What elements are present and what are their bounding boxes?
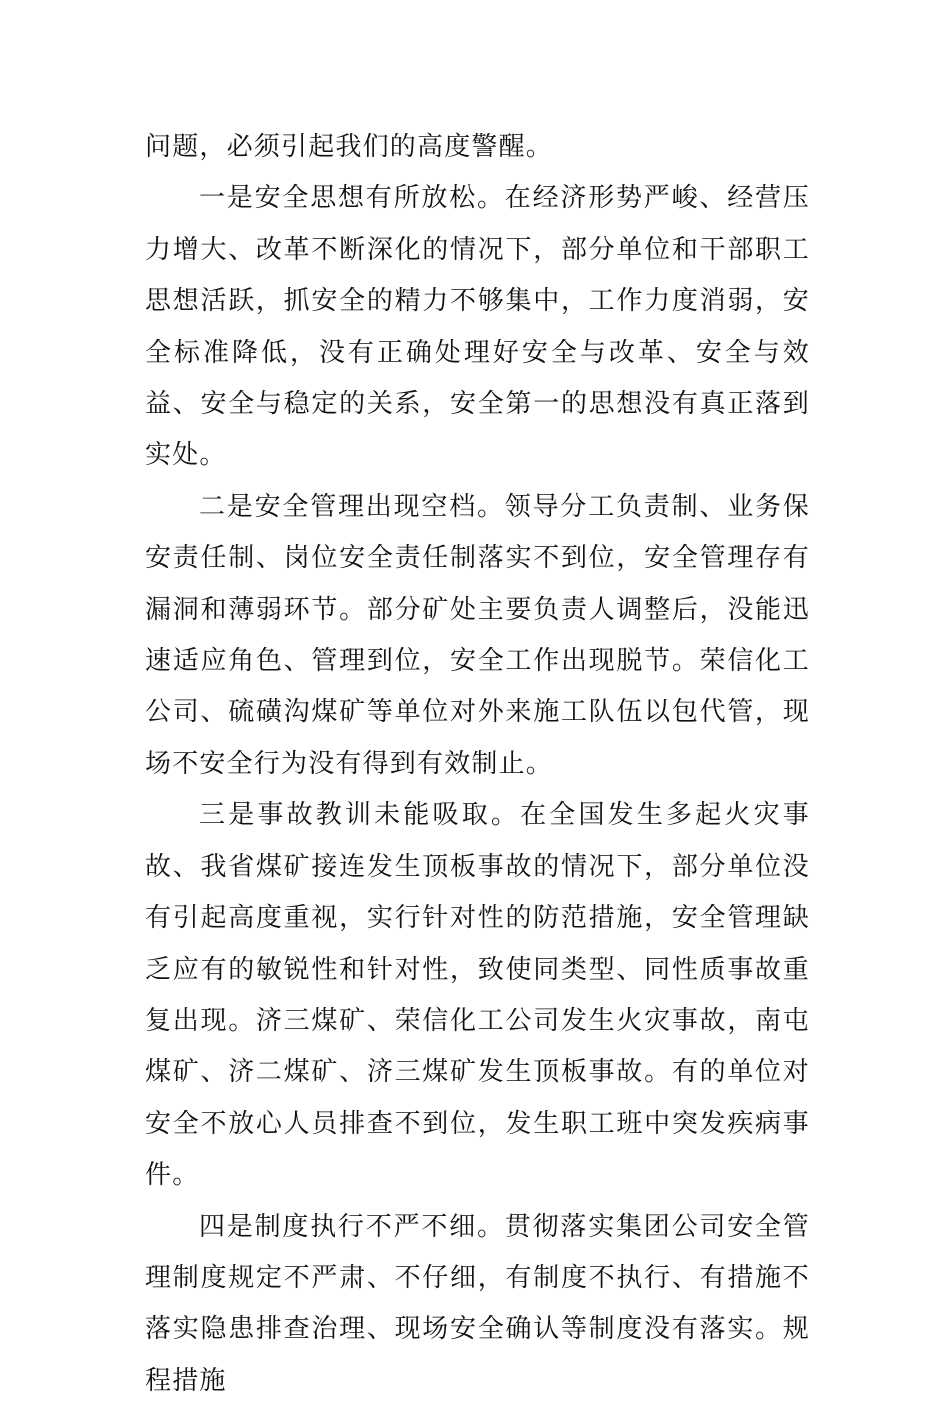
paragraph-system-execution: 四是制度执行不严不细。贯彻落实集团公司安全管理制度规定不严肃、不仔细，有制度不执行、有措施不落实隐患排查治理、现场安全确认等制度没有落实。规程措施	[145, 1211, 810, 1396]
paragraph-safety-thinking: 一是安全思想有所放松。在经济形势严峻、经营压力增大、改革不断深化的情况下，部分单位和干部职工思想活跃，抓安全的精力不够集中，工作力度消弱，安全标准降低，没有正确处理好安全与改革、安全与效益、安全与稳定的关系，安全第一的思想没有真正落到实处。	[145, 183, 810, 471]
document-body	[145, 122, 810, 1407]
paragraph-safety-management: 二是安全管理出现空档。领导分工负责制、业务保安责任制、岗位安全责任制落实不到位，安全管理存有漏洞和薄弱环节。部分矿处主要负责人调整后，没能迅速适应角色、管理到位，安全工作出现脱节。荣信化工公司、硫磺沟煤矿等单位对外来施工队伍以包代管，现场不安全行为没有得到有效制止。	[145, 491, 810, 779]
paragraph-accident-lessons: 三是事故教训未能吸取。在全国发生多起火灾事故、我省煤矿接连发生顶板事故的情况下，部分单位没有引起高度重视，实行针对性的防范措施，安全管理缺乏应有的敏锐性和针对性，致使同类型、同性质事故重复出现。济三煤矿、荣信化工公司发生火灾事故，南屯煤矿、济二煤矿、济三煤矿发生顶板事故。有的单位对安全不放心人员排查不到位，发生职工班中突发疾病事件。	[145, 800, 810, 1191]
paragraph-continuation: 问题，必须引起我们的高度警醒。	[145, 132, 554, 162]
